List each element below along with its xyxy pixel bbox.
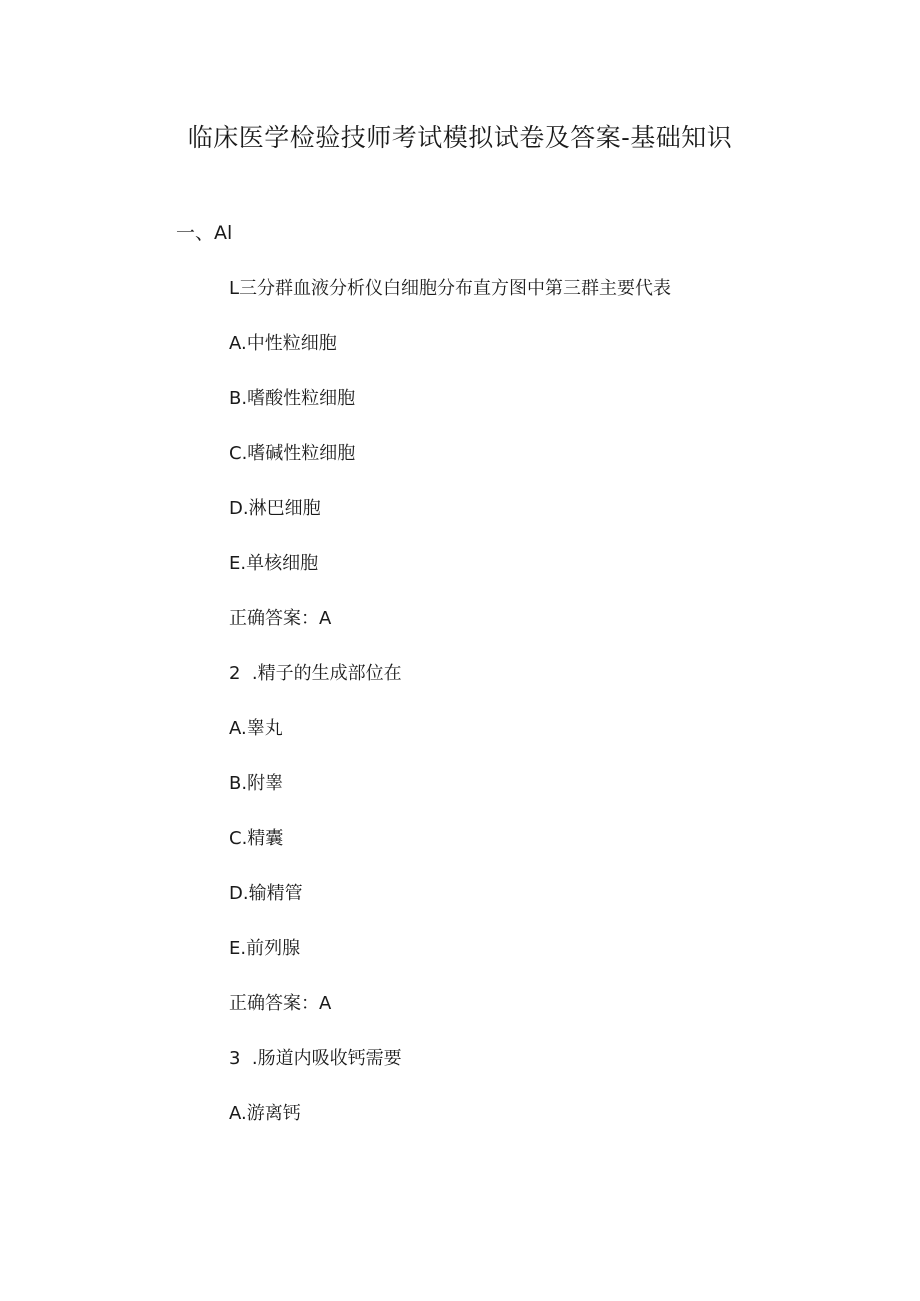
correct-answer: 正确答案：A bbox=[229, 608, 332, 629]
document-title: 临床医学检验技师考试模拟试卷及答案-基础知识 bbox=[187, 123, 733, 152]
answer-option: A.中性粒细胞 bbox=[229, 333, 337, 354]
answer-option: D.淋巴细胞 bbox=[229, 498, 321, 519]
answer-option: C.嗜碱性粒细胞 bbox=[229, 443, 356, 464]
answer-option: A.游离钙 bbox=[229, 1103, 301, 1124]
section-heading: 一、Al bbox=[176, 222, 233, 244]
answer-option: B.附睾 bbox=[229, 773, 284, 794]
answer-option: A.睾丸 bbox=[229, 718, 283, 739]
answer-option: D.输精管 bbox=[229, 883, 303, 904]
answer-option: E.前列腺 bbox=[229, 938, 301, 959]
answer-option: C.精囊 bbox=[229, 828, 284, 849]
question-stem: 3 .肠道内吸收钙需要 bbox=[229, 1048, 402, 1069]
correct-answer: 正确答案：A bbox=[229, 993, 332, 1014]
question-stem: L三分群血液分析仪白细胞分布直方图中第三群主要代表 bbox=[229, 278, 672, 299]
answer-option: B.嗜酸性粒细胞 bbox=[229, 388, 356, 409]
answer-option: E.单核细胞 bbox=[229, 553, 319, 574]
question-stem: 2 .精子的生成部位在 bbox=[229, 663, 402, 684]
